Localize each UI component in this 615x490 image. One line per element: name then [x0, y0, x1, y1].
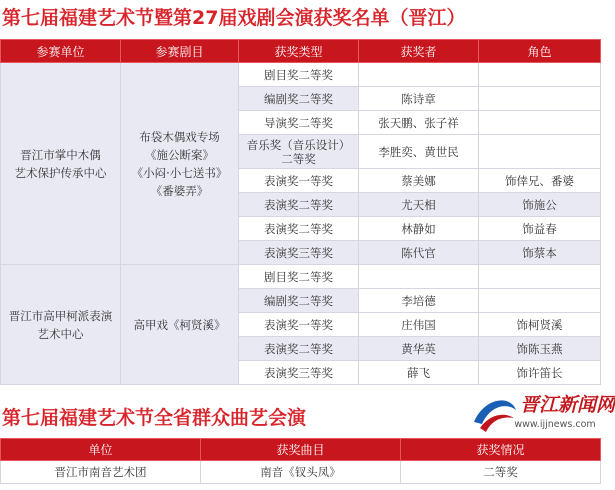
- award-type-cell: 表演奖二等奖: [239, 217, 359, 241]
- column-header-unit: 单位: [1, 439, 201, 461]
- column-header-result: 获奖情况: [401, 439, 601, 461]
- play-name-line: 《小闷·小七送书》: [131, 165, 228, 180]
- winner-cell: [359, 265, 479, 289]
- play-name-line: 《番婆弄》: [150, 183, 209, 198]
- play-name-line: 布袋木偶戏专场: [139, 129, 220, 144]
- role-cell: [479, 63, 601, 87]
- role-cell: [479, 135, 601, 169]
- unit-name-line: 晋江市高甲柯派表演: [8, 308, 113, 323]
- table-row: [1, 461, 601, 484]
- award-type-cell: [239, 135, 359, 169]
- award-type-cell: 表演奖一等奖: [239, 313, 359, 337]
- section-title-quyi: 第七届福建艺术节全省群众曲艺会演: [2, 407, 307, 429]
- award-type-cell: 剧目奖二等奖: [239, 265, 359, 289]
- winner-cell: 李培德: [359, 289, 479, 313]
- column-header-piece: 获奖曲目: [201, 439, 401, 461]
- table-row: [1, 265, 601, 289]
- winner-cell: 薛飞: [359, 361, 479, 385]
- table-header-row: [1, 40, 601, 63]
- column-header-play: 参赛剧目: [121, 40, 239, 63]
- winner-cell: 黄华英: [359, 337, 479, 361]
- awards-table: [0, 39, 601, 385]
- winner-cell: 尤天相: [359, 193, 479, 217]
- winner-cell: 陈代官: [359, 241, 479, 265]
- winner-cell: 张天鹏、张子祥: [359, 111, 479, 135]
- role-cell: 饰施公: [479, 193, 601, 217]
- role-cell: [479, 87, 601, 111]
- winner-cell: 庄伟国: [359, 313, 479, 337]
- column-header-winner: 获奖者: [359, 40, 479, 63]
- role-cell: [479, 265, 601, 289]
- role-cell: [479, 289, 601, 313]
- winner-cell: [359, 63, 479, 87]
- winner-cell: 蔡美娜: [359, 169, 479, 193]
- winner-cell: 李胜奕、黄世民: [359, 135, 479, 169]
- unit-name-line: 艺术中心: [37, 326, 84, 341]
- column-header-role: 角色: [479, 40, 601, 63]
- winner-cell: 林静如: [359, 217, 479, 241]
- role-cell: 饰益春: [479, 217, 601, 241]
- unit-name-line: 艺术保护传承中心: [14, 165, 107, 180]
- role-cell: 饰倖兄、番婆: [479, 169, 601, 193]
- logo-url: www.ijjnews.com: [514, 419, 596, 430]
- play-cell-puppet-show: [121, 63, 239, 265]
- role-cell: 饰柯贤溪: [479, 313, 601, 337]
- column-header-award-type: 获奖类型: [239, 40, 359, 63]
- winner-cell: 陈诗章: [359, 87, 479, 111]
- role-cell: 饰蔡本: [479, 241, 601, 265]
- result-cell: 二等奖: [401, 461, 601, 484]
- award-type-cell: 表演奖一等奖: [239, 169, 359, 193]
- award-type-cell: 编剧奖二等奖: [239, 87, 359, 111]
- award-type-cell: 编剧奖二等奖: [239, 289, 359, 313]
- award-type-cell: 导演奖二等奖: [239, 111, 359, 135]
- award-type-line: 二等奖: [281, 151, 316, 166]
- play-name-line: 《施公断案》: [145, 147, 214, 162]
- unit-name-line: 晋江市掌中木偶: [20, 147, 101, 162]
- unit-cell: 晋江市南音艺术团: [1, 461, 201, 484]
- award-type-cell: 剧目奖二等奖: [239, 63, 359, 87]
- play-cell-gaojia-opera: 高甲戏《柯贤溪》: [121, 265, 239, 385]
- logo-text: 晋江新闻网: [520, 394, 615, 416]
- column-header-unit: 参赛单位: [1, 40, 121, 63]
- award-type-cell: 表演奖二等奖: [239, 337, 359, 361]
- role-cell: 饰许笛长: [479, 361, 601, 385]
- award-type-line: 音乐奖（音乐设计）: [246, 137, 351, 152]
- table-row: [1, 63, 601, 87]
- unit-cell-gaojia-center: [1, 265, 121, 385]
- award-type-cell: 表演奖二等奖: [239, 193, 359, 217]
- quyi-awards-table: [0, 438, 601, 484]
- page-title: 第七届福建艺术节暨第27届戏剧会演获奖名单（晋江）: [2, 7, 466, 29]
- table-header-row: [1, 439, 601, 461]
- award-type-cell: 表演奖三等奖: [239, 361, 359, 385]
- award-type-cell: 表演奖三等奖: [239, 241, 359, 265]
- unit-cell-muppet-center: [1, 63, 121, 265]
- role-cell: 饰陈玉燕: [479, 337, 601, 361]
- role-cell: [479, 111, 601, 135]
- piece-cell: 南音《钗头凤》: [201, 461, 401, 484]
